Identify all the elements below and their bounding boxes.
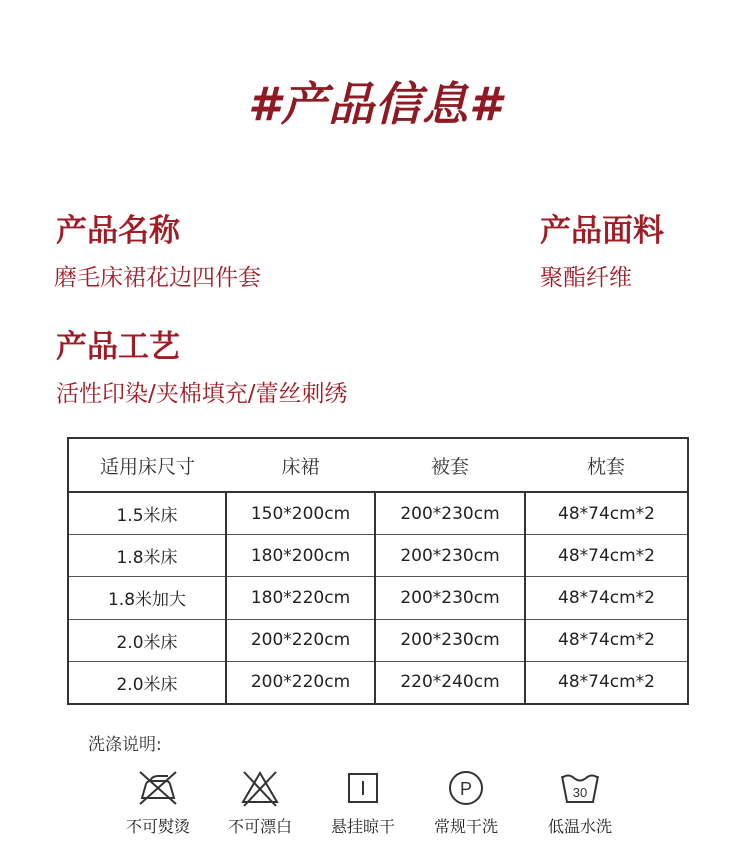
product-fabric-value: 聚酯纤维 — [540, 265, 632, 291]
col-header-bed-size: 适用床尺寸 — [68, 438, 226, 492]
no-iron-icon — [136, 768, 180, 808]
table-cell: 1.8米加大 — [68, 577, 226, 619]
table-cell: 48*74cm*2 — [525, 535, 688, 577]
table-cell: 2.0米床 — [68, 619, 226, 661]
table-cell: 200*220cm — [226, 661, 375, 704]
wash-instructions-title: 洗涤说明: — [88, 735, 162, 755]
care-item-dry-clean — [416, 768, 516, 837]
table-cell: 200*230cm — [375, 535, 525, 577]
low-temp-wash-icon — [558, 768, 602, 808]
product-fabric-label: 产品面料 — [540, 213, 664, 249]
product-craft-value: 活性印染/夹棉填充/蕾丝刺绣 — [56, 381, 348, 407]
size-table — [67, 437, 689, 705]
table-cell: 1.5米床 — [68, 492, 226, 535]
table-cell: 48*74cm*2 — [525, 577, 688, 619]
care-label: 不可熨烫 — [125, 817, 190, 836]
table-cell: 48*74cm*2 — [525, 492, 688, 535]
dry-clean-icon — [444, 768, 488, 808]
table-cell: 220*240cm — [375, 661, 525, 704]
care-item-no-bleach — [210, 768, 310, 837]
care-label: 低温水洗 — [547, 817, 612, 836]
col-header-bed-skirt: 床裙 — [226, 438, 375, 492]
table-cell: 180*220cm — [226, 577, 375, 619]
page-title: #产品信息# — [247, 77, 502, 131]
care-label: 悬挂晾干 — [330, 817, 395, 836]
table-cell: 200*230cm — [375, 492, 525, 535]
table-row — [68, 619, 688, 661]
care-label: 常规干洗 — [433, 817, 498, 836]
wash-temp-symbol: 30 — [572, 785, 588, 800]
dry-clean-symbol: P — [459, 779, 473, 799]
table-cell: 200*230cm — [375, 577, 525, 619]
table-cell: 1.8米床 — [68, 535, 226, 577]
table-row — [68, 535, 688, 577]
table-cell: 180*200cm — [226, 535, 375, 577]
col-header-duvet-cover: 被套 — [375, 438, 525, 492]
product-name-value: 磨毛床裙花边四件套 — [54, 265, 261, 291]
care-item-low-temp-wash — [530, 768, 630, 837]
table-cell: 200*220cm — [226, 619, 375, 661]
table-row — [68, 577, 688, 619]
table-row — [68, 661, 688, 704]
table-cell: 48*74cm*2 — [525, 619, 688, 661]
product-craft-label: 产品工艺 — [56, 329, 180, 365]
col-header-pillowcase: 枕套 — [525, 438, 688, 492]
table-cell: 2.0米床 — [68, 661, 226, 704]
table-cell: 150*200cm — [226, 492, 375, 535]
care-item-no-iron — [108, 768, 208, 837]
care-label: 不可漂白 — [227, 817, 292, 836]
product-name-label: 产品名称 — [56, 213, 180, 249]
hang-dry-icon — [341, 768, 385, 808]
care-item-hang-dry — [313, 768, 413, 837]
table-cell: 200*230cm — [375, 619, 525, 661]
no-bleach-icon — [238, 768, 282, 808]
table-row — [68, 492, 688, 535]
table-cell: 48*74cm*2 — [525, 661, 688, 704]
table-header-row — [68, 438, 688, 492]
